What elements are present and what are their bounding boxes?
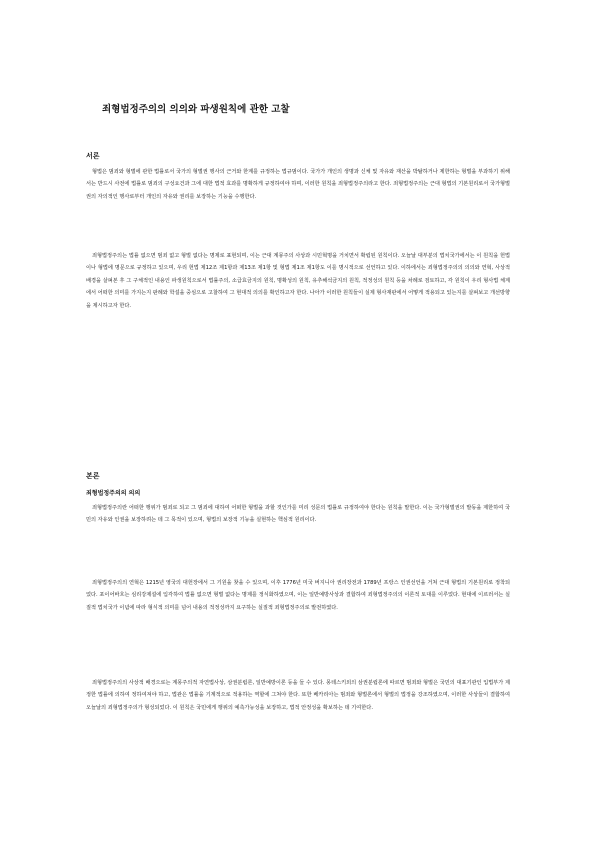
intro-paragraph-2: 죄형법정주의는 법률 없으면 범죄 없고 형벌 없다는 명제로 표현되며, 이는 근대 계몽주의 사상과 시민혁명을 거치면서 확립된 원칙이다. 오늘날 대부분의 법치국가에서는 이 원칙을 헌법이나 형법에 명문으로 규정하고 있으며, 우리 헌법 제12조 제1항과 제13조 제1항 및 형법 제1조 제1항도 이를 명시적으로 선언하고 있다. 이하에서는 죄형법정주의의 의의와 연혁, 사상적 배경을 살펴본 후 그 구체적인 내용인 파생원칙으로서 법률주의, 소급효금지의 원칙, 명확성의 원칙, 유추해석금지의 원칙, 적정성의 원칙 등을 차례로 검토하고, 각 원칙이 우리 형사법 체계에서 어떠한 의미를 가지는지 판례와 학설을 중심으로 고찰하여 그 현대적 의의를 확인하고자 한다. 나아가 이러한 원칙들이 실제 형사재판에서 어떻게 적용되고 있는지를 살펴보고 개선방향을 제시하고자 한다. — [86, 253, 510, 309]
body-paragraph-1: 죄형법정주의란 어떠한 행위가 범죄로 되고 그 범죄에 대하여 어떠한 형벌을 과할 것인가를 미리 성문의 법률로 규정하여야 한다는 원칙을 말한다. 이는 국가형벌권의 발동을 제한하여 국민의 자유와 인권을 보장하려는 데 그 목적이 있으며, 형법의 보장적 기능을 실현하는 핵심적 원리이다. — [86, 505, 510, 524]
body-subheading: 죄형법정주의의 의의 — [86, 490, 141, 497]
intro-paragraph-1: 형법은 범죄와 형벌에 관한 법률로서 국가의 형벌권 행사의 근거와 한계를 규정하는 법규범이다. 국가가 개인의 생명과 신체 및 자유와 재산을 박탈하거나 제한하는 형벌을 부과하기 위해서는 반드시 사전에 법률로 범죄의 구성요건과 그에 대한 법적 효과를 명확하게 규정하여야 하며, 이러한 원칙을 죄형법정주의라고 한다. 죄형법정주의는 근대 형법의 기본원리로서 국가형벌권의 자의적인 행사로부터 개인의 자유와 권리를 보장하는 기능을 수행한다. — [86, 169, 510, 200]
document-title: 죄형법정주의의 의의와 파생원칙에 관한 고찰 — [102, 104, 290, 115]
body-paragraph-3: 죄형법정주의의 사상적 배경으로는 계몽주의적 자연법사상, 삼권분립론, 일반예방이론 등을 들 수 있다. 몽테스키외의 삼권분립론에 따르면 범죄와 형벌은 국민의 대표기관인 입법부가 제정한 법률에 의하여 정하여져야 하고, 법관은 법률을 기계적으로 적용하는 역할에 그쳐야 한다. 또한 베카리아는 범죄와 형벌론에서 형벌의 법정을 강조하였으며, 이러한 사상들이 결합하여 오늘날의 죄형법정주의가 형성되었다. 이 원칙은 국민에게 행위의 예측가능성을 보장하고, 법적 안정성을 확보하는 데 기여한다. — [86, 680, 510, 711]
body-paragraph-2: 죄형법정주의의 연혁은 1215년 영국의 대헌장에서 그 기원을 찾을 수 있으며, 이후 1776년 미국 버지니아 권리장전과 1789년 프랑스 인권선언을 거쳐 근대 형법의 기본원리로 정착되었다. 포이어바흐는 심리강제설에 입각하여 법률 없으면 형벌 없다는 명제를 정식화하였으며, 이는 일반예방사상과 결합하여 죄형법정주의의 이론적 토대를 이루었다. 현대에 이르러서는 실질적 법치국가 이념에 따라 형식적 의미를 넘어 내용의 적정성까지 요구하는 실질적 죄형법정주의로 발전하였다. — [86, 580, 510, 611]
section-heading-body: 본론 — [86, 472, 100, 480]
section-heading-introduction: 서론 — [86, 152, 100, 160]
